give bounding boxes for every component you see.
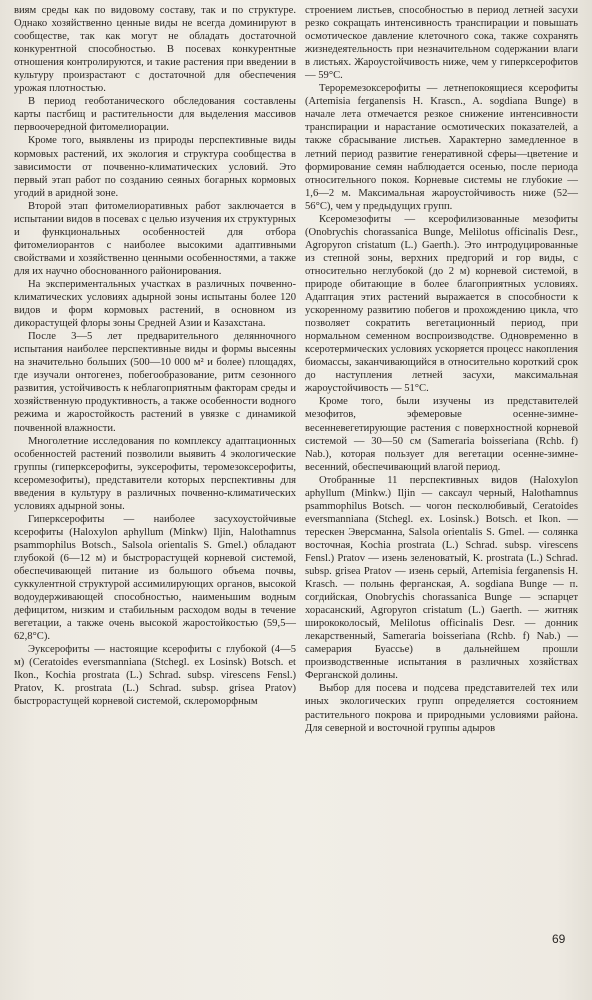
paragraph: После 3—5 лет предварительного делянночного испытания наиболее перспективные виды и формы высеяны на значительно больших (500—10 000 м² и более) площадях, где изучали онтогенез, побегообразование, ритм сезонного развития, устойчивость к неблагоприятным факторам среды и хозяйственную продуктивность, а также особенности водного режима и жаростойкость растений в увязке с динамикой почвенной влажности. <box>14 331 296 434</box>
paragraph: виям среды как по видовому составу, так и по структуре. Однако хозяйственно ценные виды не всегда доминируют в сообществе, так как могут не обладать достаточной конкурентной способностью. В посевах конкурентные отношения контролируются, и такие растения при введении в культуру произрастают с достаточной для обеспечения урожая плотностью. <box>14 5 296 95</box>
paragraph: Отобранные 11 перспективных видов (Haloxylon aphyllum (Minkw.) Iljin — саксаул черный, Halothamnus psammophilus Botsch. — чогон песколюбивый, Ceratoides eversmanniana (Stchegl. ex. Losinsk.) Botsch. et Ikon. — терескен Эверсманна, Salsola orientalis S. Gmel. — солянка восточная, Kochia prostrata (L.) Schrad. subsp. virescens Fensl.) Pratov — изень зеленоватый, K. prostrata (L.) Schrad. subsp. grisea Pratov — изень серый, Artemisia ferganensis H. Krasch. — полынь ферганская, A. sogdiana Bunge — п. согдийская, Onobrychis chorassanica Bunge — эспарцет хорасанский, Agropyron cristatum (L.) Gaerth. — житняк ширококолосый, Melilotus officinalis Desr. — донник лекарственный, Sameraria boisseriana (Rchb. f) Nab.) — самерария Буассье) в дальнейшем прошли производственные испытания в различных хозяйствах Ферганской долины. <box>305 474 578 682</box>
paragraph: Второй этап фитомелиоративных работ заключается в испытании видов в посевах с целью изучения их структурных и функциональных особенностей для отбора фитомелиорантов с наиболее высокими адаптивными свойствами и хозяйственно ценными особенностями, а также для их научно обоснованного районирования. <box>14 200 296 277</box>
paragraph: строением листьев, способностью в период летней засухи резко сокращать интенсивность транспирации и повышать осмотическое давление клеточного сока, также сохранять жизнедеятельность при незначительном содержании влаги в листьях. Жароустойчивость ниже, чем у гиперксерофитов — 59°С. <box>305 5 578 82</box>
paragraph: В период геоботанического обследования составлены карты пастбищ и растительности для выделения массивов первоочередной фитомелиорации. <box>14 96 296 134</box>
paragraph: Ксеромезофиты — ксерофилизованные мезофиты (Onobrychis chorassanica Bunge, Melilotus officinalis Desr., Agropyron cristatum (L.) Gaerth.). Это интродуцированные из степной зоны, верхних предгорий и гор виды, с относительно неглубокой (до 2 м) корневой системой, в природе обитающие в более благоприятных условиях. Адаптация этих растений выражается в способности к ускоренному развитию побегов и прохождению цикла, что позволяет сократить вегетационный период, при нормальном семенном воспроизводстве. Одновременно в ксеротермических условиях ускоряется процесс накопления биомассы, заканчивающийся в относительно короткий срок до наступления летней засухи, максимальная жароустойчивость — 51°С. <box>305 213 578 395</box>
paragraph: Выбор для посева и подсева представителей тех или иных экологических групп определяется состоянием растительного покрова и природными условиями района. Для северной и восточной группы адыров <box>305 683 578 734</box>
paragraph: Эуксерофиты — настоящие ксерофиты с глубокой (4—5 м) (Ceratoides eversmanniana (Stchegl. ex Losinsk) Botsch. et Ikon., Kochia prostrata (L.) Schrad. subsp. virescens Fensl.) Pratov, K. prostrata (L.) Schrad. subsp. grisea Pratov) быстрорастущей корневой системой, склероморфным <box>14 644 296 708</box>
paragraph: На экспериментальных участках в различных почвенно-климатических условиях адырной зоны испытаны более 120 видов и форм кормовых растений, в основном из дикорастущей флоры зоны Средней Азии и Казахстана. <box>14 278 296 330</box>
left-column <box>14 4 296 709</box>
paragraph: Кроме того, выявлены из природы перспективные виды кормовых растений, их экология и структура сообщества в зависимости от почвенно-климатических условий. Это первый этап работ по созданию сеяных богарных кормовых угодий в аридной зоне. <box>14 135 296 199</box>
right-column <box>305 4 578 735</box>
paragraph: Гиперксерофиты — наиболее засухоустойчивые ксерофиты (Haloxylon aphyllum (Minkw) Iljin, Halothamnus psammophilus Botsch., Salsola orientalis S. Gmel.) обладают глубокой (6—12 м) и быстрорастущей корневой системой, обеспечивающей питание из большого объема почвы, суккулентной структурой ассимилирующих органов, высокой водоудерживающей способностью, наименьшим водным дефицитом, низким и стабильным расходом воды в течение вегетации, а также очень высокой жаростойкостью (59,5—62,8°С). <box>14 513 296 643</box>
paragraph: Кроме того, были изучены из представителей мезофитов, эфемеровые осенне-зимне-весенневегетирующие растения с поверхностной корневой системой — 30—50 см (Sameraria boisseriana (Rchb. f) Nab.), которая пользует для вегетации осенне-зимне-весенний, обеспечивающий влагой период. <box>305 396 578 473</box>
paragraph: Тероремезоксерофиты — летнепокоящиеся ксерофиты (Artemisia ferganensis H. Krascn., A. sogdiana Bunge) в начале лета отмечается резкое снижение интенсивности транспирации и нарастание осмотических показателей, а также сбрасывание листьев. Характерно замедленное в летний период развитие генеративной сферы—цветение и формирование семян наблюдается осенью, после периода относительного покоя. Корневые системы не глубокие — 1,6—2 м. Максимальная жароустойчивость ниже (52—56°С), чем у предыдущих групп. <box>305 83 578 212</box>
page-number: 69 <box>552 932 566 946</box>
paragraph: Многолетние исследования по комплексу адаптационных особенностей растений позволили выявить 4 экологические группы (гиперксерофиты, эуксерофиты, теромезоксерофиты, ксеромезофиты), представители которых перспективны для введения в культуру в различных почвенно-климатических условиях адырной зоны. <box>14 435 296 512</box>
